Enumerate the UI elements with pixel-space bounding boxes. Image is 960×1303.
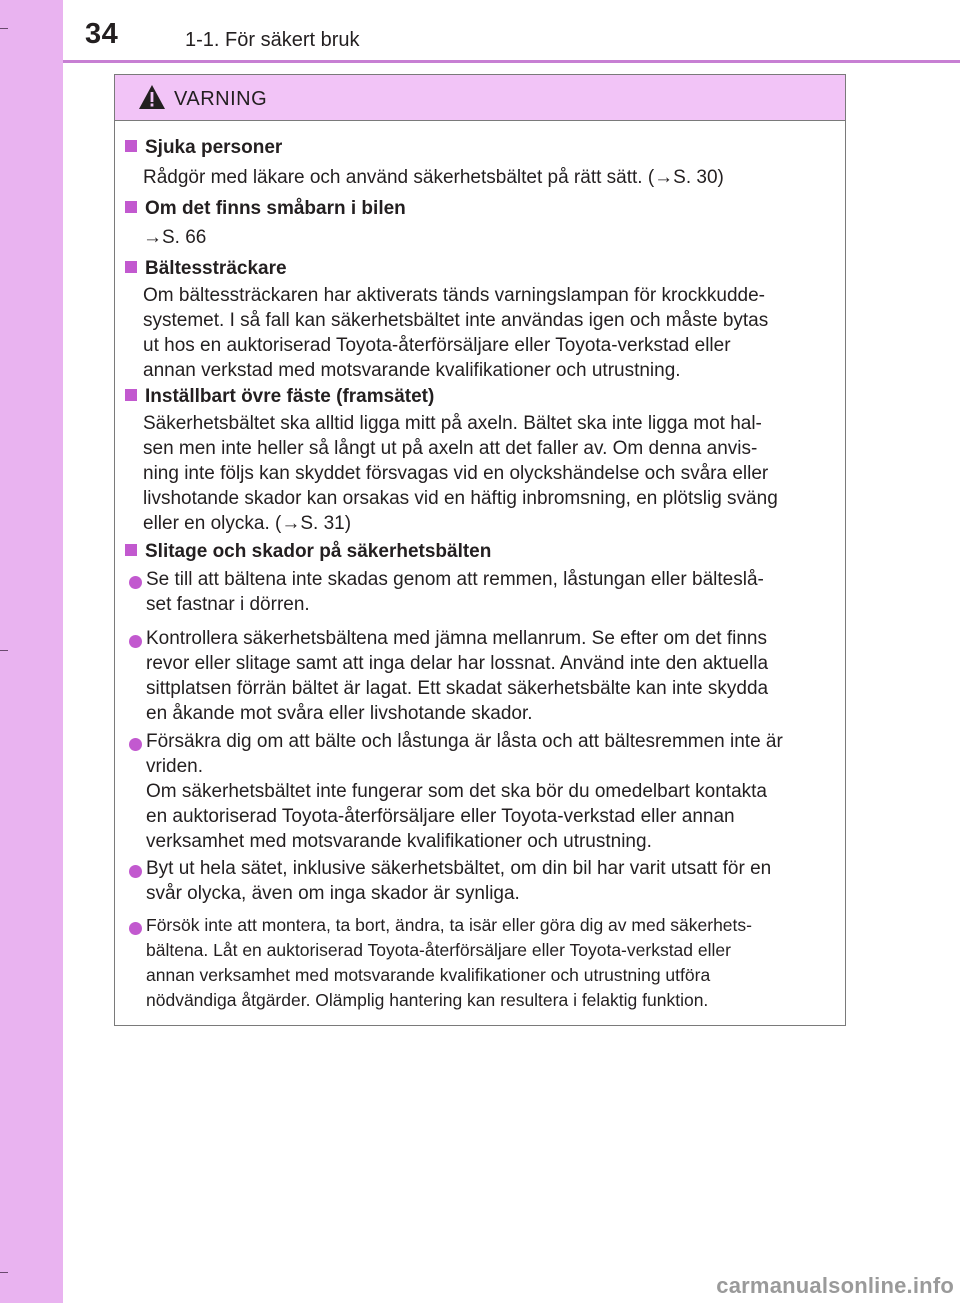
bullet-text: Försök inte att montera, ta bort, ändra, ta isär eller göra dig av med säkerhets- bältena. Låt en auktoriserad Toyota-återförsäljare eller Toyota-verkstad eller annan verksamhet med motsvarande kvalifikationer och utrustning utföra nödvändiga åtgärder. Olämplig hantering kan resultera i felaktig funktion.	[146, 915, 752, 1010]
square-bullet-icon	[125, 261, 137, 273]
bullet-text: Byt ut hela sätet, inklusive säkerhetsbältet, om din bil har varit utsatt för en svår olycka, även om inga skador är synliga.	[146, 858, 772, 904]
crop-mark	[0, 1272, 8, 1273]
warning-triangle-icon	[138, 84, 166, 110]
round-bullet-icon	[129, 635, 142, 648]
round-bullet-icon	[129, 576, 142, 589]
section-title: 1-1. För säkert bruk	[185, 29, 360, 51]
page-number: 34	[85, 18, 119, 50]
section-heading: Inställbart övre fäste (framsätet)	[125, 386, 434, 408]
section-heading: Slitage och skador på säkerhetsbälten	[125, 541, 491, 563]
warning-label: VARNING	[174, 88, 268, 110]
section-text: →S. 66	[143, 227, 207, 248]
round-bullet-icon	[129, 865, 142, 878]
section-text: Säkerhetsbältet ska alltid ligga mitt på axeln. Bältet ska inte ligga mot hal- sen men inte heller så långt ut på axeln att det faller av. Om denna anvis- ning inte följs kan skyddet försvagas vid en olyckshändelse och svåra eller livshotande skador kan orsakas vid en häftig inbromsning, en plötslig sväng eller en olycka. (→S. 31)	[143, 413, 778, 534]
square-bullet-icon	[125, 389, 137, 401]
bullet-text: Kontrollera säkerhetsbältena med jämna mellanrum. Se efter om det finns revor eller slitage samt att inga delar har lossnat. Använd inte den aktuella sittplatsen förrän bältet är lagat. Ett skadat säkerhetsbälte kan inte skydda en åkande mot svåra eller livshotande skador.	[146, 628, 769, 724]
bullet-text: Försäkra dig om att bälte och låstunga är låsta och att bältesremmen inte är vriden. Om säkerhetsbältet inte fungerar som det ska bör du omedelbart kontakta en auktoriserad Toyota-återförsäljare eller Toyota-verkstad eller annan verksamhet med motsvarande kvalifikationer och utrustning.	[146, 731, 783, 852]
page-header	[63, 0, 960, 60]
section-text: Om bältessträckaren har aktiverats tänds varningslampan för krockkudde- systemet. I så fall kan säkerhetsbältet inte användas igen och måste bytas ut hos en auktoriserad Toyota-återförsäljare eller Toyota-verkstad eller annan verkstad med motsvarande kvalifikationer och utrustning.	[143, 285, 769, 381]
square-bullet-icon	[125, 140, 137, 152]
warning-box	[114, 74, 846, 1026]
watermark: carmanualsonline.info	[716, 1273, 954, 1298]
header-rule	[63, 60, 960, 63]
square-bullet-icon	[125, 544, 137, 556]
section-heading: Bältessträckare	[125, 258, 287, 280]
crop-mark	[0, 28, 8, 29]
side-color-strip	[0, 0, 63, 1303]
bullet-text: Se till att bältena inte skadas genom att remmen, låstungan eller bälteslå- set fastnar i dörren.	[146, 569, 764, 615]
section-heading: Sjuka personer	[125, 137, 282, 159]
square-bullet-icon	[125, 201, 137, 213]
round-bullet-icon	[129, 922, 142, 935]
crop-mark	[0, 650, 8, 651]
round-bullet-icon	[129, 738, 142, 751]
section-heading: Om det finns småbarn i bilen	[125, 198, 406, 220]
section-text: Rådgör med läkare och använd säkerhetsbältet på rätt sätt. (→S. 30)	[143, 167, 724, 188]
warning-header	[115, 75, 845, 121]
